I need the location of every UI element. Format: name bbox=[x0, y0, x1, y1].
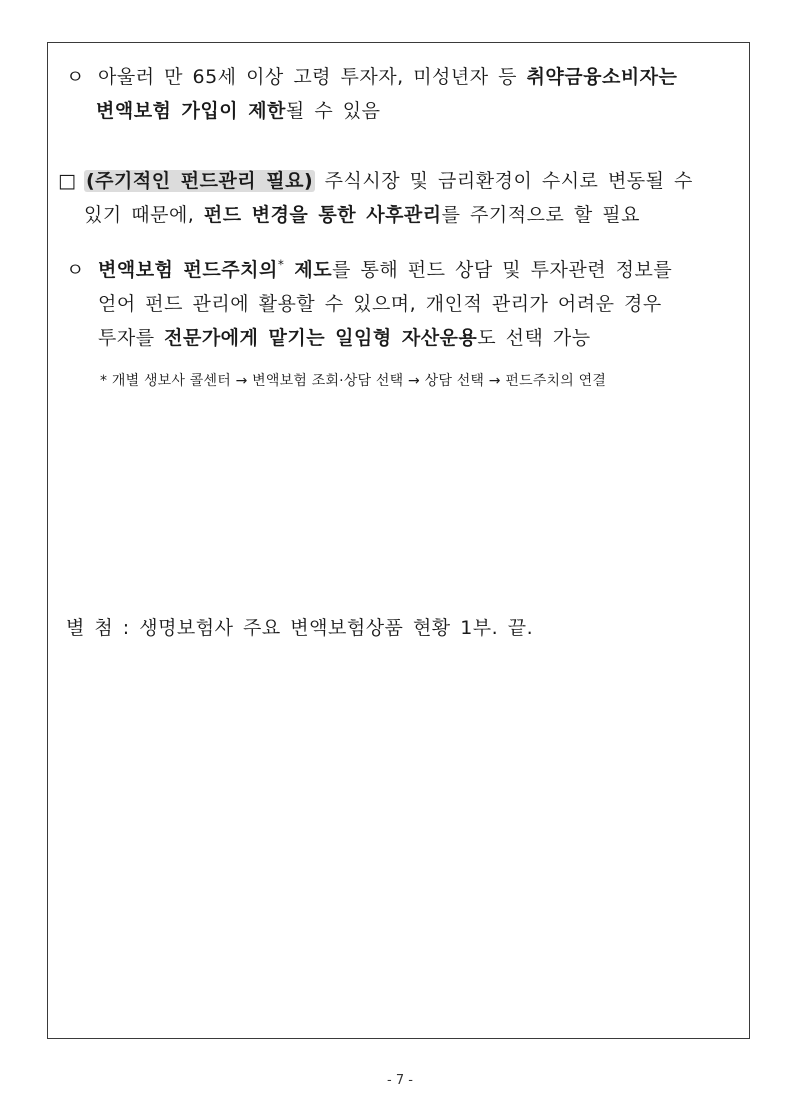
text: 도 선택 가능 bbox=[477, 327, 591, 349]
text: 투자를 bbox=[98, 327, 165, 349]
bold-text: 변액보험 가입이 제한 bbox=[96, 100, 286, 122]
paragraph-fund-management bbox=[58, 164, 693, 232]
text: 있기 때문에, bbox=[84, 204, 204, 226]
paragraph-elderly-restriction bbox=[66, 60, 677, 128]
circle-bullet: ㅇ bbox=[66, 259, 85, 281]
text: 를 통해 펀드 상담 및 투자관련 정보를 bbox=[332, 259, 673, 281]
paragraph-fund-doctor bbox=[66, 253, 672, 355]
footnote-mark: * bbox=[277, 257, 285, 272]
text: 아울러 만 65세 이상 고령 투자자, 미성년자 등 bbox=[98, 66, 527, 88]
bold-text: 변액보험 펀드주치의 bbox=[98, 259, 278, 281]
checkbox-bullet: □ bbox=[58, 170, 77, 192]
text: 주식시장 및 금리환경이 수시로 변동될 수 bbox=[315, 170, 693, 192]
bold-text: 취약금융소비자는 bbox=[526, 66, 678, 88]
bold-text: 전문가에게 맡기는 일임형 자산운용 bbox=[164, 327, 478, 349]
circle-bullet: ㅇ bbox=[66, 66, 85, 88]
bold-text: 제도 bbox=[284, 259, 333, 281]
text: 얻어 펀드 관리에 활용할 수 있으며, 개인적 관리가 어려운 경우 bbox=[98, 293, 662, 315]
text: 될 수 있음 bbox=[285, 100, 381, 122]
attachment-line: 별 첨 : 생명보험사 주요 변액보험상품 현황 1부. 끝. bbox=[66, 617, 534, 639]
section-heading: (주기적인 펀드관리 필요) bbox=[86, 170, 314, 192]
bold-text: 펀드 변경을 통한 사후관리 bbox=[203, 204, 442, 226]
text: 를 주기적으로 할 필요 bbox=[441, 204, 640, 226]
page-number: - 7 - bbox=[387, 1073, 413, 1088]
footnote: * 개별 생보사 콜센터 → 변액보험 조회·상담 선택 → 상담 선택 → 펀드주치의 연결 bbox=[100, 373, 607, 389]
